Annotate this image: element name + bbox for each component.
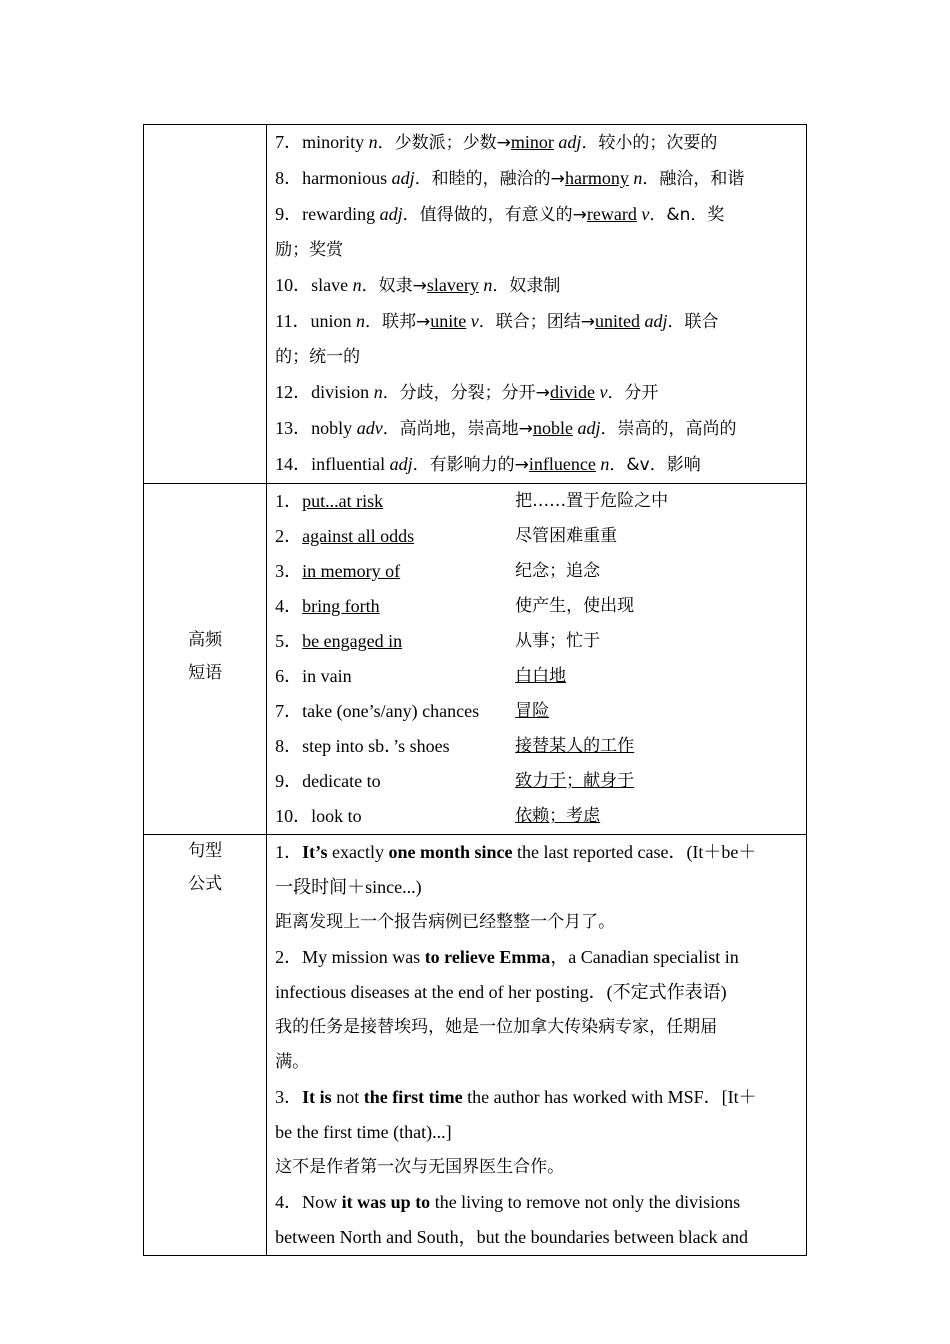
phrase-item: 6．in vain 白白地 (275, 666, 567, 686)
sentence-item-line2: between North and South，but the boundaries between black and (275, 1227, 749, 1247)
phrases-content-cell (267, 484, 807, 835)
sentence-item: 3．It is not the first time the author has worked with MSF．[It＋ (275, 1087, 757, 1107)
sentence-item: 2．My mission was to relieve Emma，a Canadian specialist in (275, 947, 739, 967)
vocab-item: 10．slave n．奴隶→slavery n．奴隶制 (275, 275, 561, 296)
vocab-item: 7．minority n．少数派；少数→minor adj．较小的；次要的 (275, 132, 718, 153)
sentences-label-cell (144, 835, 267, 1256)
sentence-item: 4．Now it was up to the living to remove not only the divisions (275, 1192, 741, 1212)
phrase-item: 10．look to 依赖；考虑 (275, 806, 601, 826)
vocab-label-cell (144, 125, 267, 484)
vocab-item: 13．nobly adv．高尚地，崇高地→noble adj．崇高的，高尚的 (275, 418, 737, 439)
vocab-item-continuation: 的；统一的 (275, 347, 361, 367)
sentence-translation: 这不是作者第一次与无国界医生合作。 (275, 1157, 565, 1177)
sentences-label: 公式 (188, 874, 223, 894)
phrase-item: 5．be engaged in 从事；忙于 (275, 631, 601, 651)
sentences-content-cell (267, 835, 807, 1256)
sentences-label: 句型 (188, 841, 223, 861)
sentence-translation: 我的任务是接替埃玛，她是一位加拿大传染病专家，任期届 (275, 1017, 718, 1037)
phrases-label: 短语 (188, 663, 223, 683)
phrase-item: 8．step into sb．’s shoes 接替某人的工作 (275, 736, 635, 756)
phrases-row (144, 484, 807, 835)
vocab-item: 12．division n．分歧，分裂；分开→divide v．分开 (275, 382, 659, 403)
phrase-item: 3．in memory of 纪念；追念 (275, 561, 601, 581)
phrase-item: 1．put...at risk 把……置于危险之中 (275, 491, 669, 511)
sentences-row (144, 835, 807, 1256)
phrases-label-cell (144, 484, 267, 835)
vocab-item: 9．rewarding adj．值得做的，有意义的→reward v．&n．奖 (275, 204, 725, 225)
vocab-item-continuation: 励；奖赏 (275, 240, 344, 260)
vocab-content-cell (267, 125, 807, 484)
phrase-item: 9．dedicate to 致力于；献身于 (275, 771, 635, 791)
sentence-item-line2: be the first time (that)...] (275, 1122, 452, 1142)
phrase-item: 2．against all odds 尽管困难重重 (275, 526, 618, 546)
phrase-item: 7．take (one’s/any) chances 冒险 (275, 701, 550, 721)
sentence-item-line2: infectious diseases at the end of her posting．(不定式作表语) (275, 982, 727, 1002)
sentence-item-line2: 一段时间＋since...) (275, 877, 422, 897)
study-table (143, 124, 807, 1256)
sentence-translation: 距离发现上一个报告病例已经整整一个月了。 (275, 912, 616, 932)
vocab-item: 8．harmonious adj．和睦的，融洽的→harmony n．融洽，和谐 (275, 168, 745, 189)
sentence-item: 1．It’s exactly one month since the last reported case．(It＋be＋ (275, 842, 757, 862)
phrase-item: 4．bring forth 使产生，使出现 (275, 596, 635, 616)
vocab-item: 14．influential adj．有影响力的→influence n．&v．影响 (275, 454, 701, 475)
phrases-label: 高频 (188, 630, 223, 650)
vocab-item: 11．union n．联邦→unite v．联合；团结→united adj．联合 (275, 311, 719, 332)
sentence-translation: 满。 (275, 1052, 310, 1072)
vocab-row (144, 125, 807, 484)
